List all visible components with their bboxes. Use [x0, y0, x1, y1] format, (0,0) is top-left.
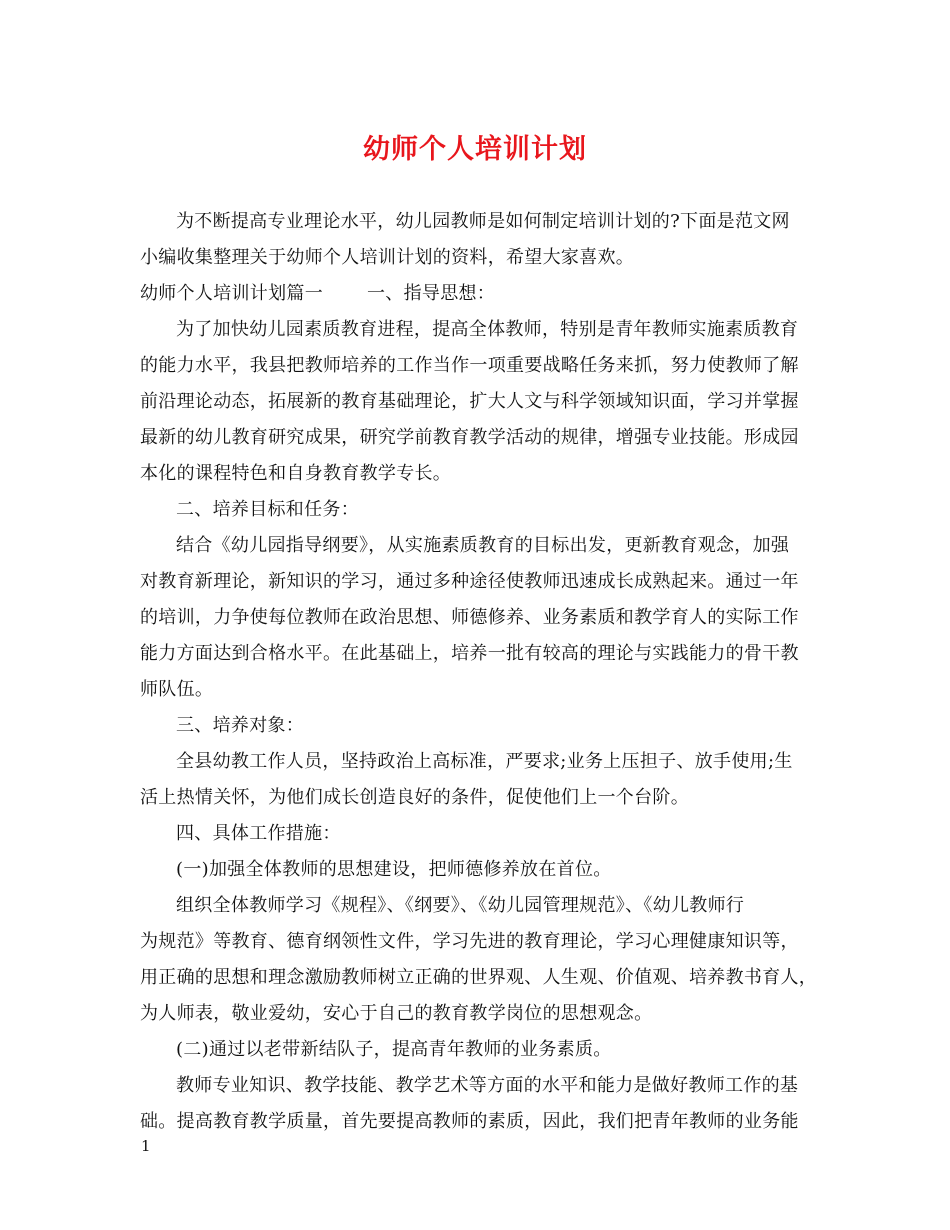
body-line-text: 最新的幼儿教育研究成果，研究学前教育教学活动的规律，增强专业技能。形成园: [140, 427, 799, 448]
body-line: [140, 600, 830, 636]
body-line-text: 组织全体教师学习《规程》、《纲要》、《幼儿园管理规范》、《幼儿教师行: [176, 895, 745, 916]
body-line-text: 本化的课程特色和自身教育教学专长。: [140, 463, 452, 484]
body-line: [140, 1068, 830, 1104]
body-line: [140, 312, 830, 348]
document-body: [140, 204, 830, 1140]
body-line-text: 为不断提高专业理论水平，幼儿园教师是如何制定培训计划的?下面是范文网: [176, 211, 790, 232]
body-line: [140, 960, 830, 996]
body-line-text: 活上热情关怀，为他们成长创造良好的条件，促使他们上一个台阶。: [140, 787, 689, 808]
body-line-text: (二)通过以老带新结队子，提高青年教师的业务素质。: [176, 1039, 612, 1060]
body-line-text: 结合《幼儿园指导纲要》，从实施素质教育的目标出发，更新教育观念，加强: [176, 535, 790, 556]
body-line: [140, 852, 830, 888]
body-line: [140, 1104, 830, 1140]
body-line: [140, 1032, 830, 1068]
body-line: [140, 204, 830, 240]
document-title: 幼师个人培训计划: [363, 134, 587, 165]
body-line-text: 础。提高教育教学质量，首先要提高教师的素质，因此，我们把青年教师的业务能: [140, 1111, 799, 1132]
body-line: [140, 996, 830, 1032]
body-line-text: 四、具体工作措施：: [176, 823, 341, 844]
body-line: [140, 708, 830, 744]
body-line-text: 的能力水平，我县把教师培养的工作当作一项重要战略任务来抓，努力使教师了解: [140, 355, 799, 376]
body-line: [140, 672, 830, 708]
body-line-text: 为人师表，敬业爱幼，安心于自己的教育教学岗位的思想观念。: [140, 1003, 653, 1024]
body-line-text: 为规范》等教育、德育纲领性文件，学习先进的教育理论，学习心理健康知识等，: [140, 931, 799, 952]
body-line-text: 二、培养目标和任务：: [176, 499, 359, 520]
body-line: [140, 816, 830, 852]
body-line-text: 对教育新理论，新知识的学习，通过多种途径使教师迅速成长成熟起来。通过一年: [140, 571, 799, 592]
body-line-text: 用正确的思想和理念激励教师树立正确的世界观、人生观、价值观、培养教书育人，: [140, 967, 818, 988]
body-line-text: 教师专业知识、教学技能、教学艺术等方面的水平和能力是做好教师工作的基: [176, 1075, 799, 1096]
body-line-text: 师队伍。: [140, 679, 214, 700]
body-line-text: 能力方面达到合格水平。在此基础上，培养一批有较高的理论与实践能力的骨干教: [140, 643, 799, 664]
body-line: [140, 240, 830, 276]
body-line: [140, 420, 830, 456]
body-line-text: 全县幼教工作人员，坚持政治上高标准，严要求;业务上压担子、放手使用;生: [176, 751, 793, 772]
body-line: [140, 492, 830, 528]
body-line-text: 为了加快幼儿园素质教育进程，提高全体教师，特别是青年教师实施素质教育: [176, 319, 799, 340]
body-line: [140, 348, 830, 384]
body-line-text: 的培训，力争使每位教师在政治思想、师德修养、业务素质和教学育人的实际工作: [140, 607, 799, 628]
body-line: [140, 276, 830, 312]
body-line-text: 幼师个人培训计划篇一: [140, 283, 323, 304]
body-line-text: (一)加强全体教师的思想建设，把师德修养放在首位。: [176, 859, 612, 880]
body-line: [140, 888, 830, 924]
section-heading-inline: 一、指导思想：: [367, 283, 496, 304]
body-line: [140, 384, 830, 420]
body-line: [140, 456, 830, 492]
body-line: [140, 780, 830, 816]
body-line-text: 三、培养对象：: [176, 715, 305, 736]
body-line-text: 小编收集整理关于幼师个人培训计划的资料，希望大家喜欢。: [140, 247, 635, 268]
body-line: [140, 636, 830, 672]
body-line: [140, 924, 830, 960]
body-line: [140, 744, 830, 780]
body-line-text: 前沿理论动态，拓展新的教育基础理论，扩大人文与科学领域知识面，学习并掌握: [140, 391, 799, 412]
body-line: [140, 528, 830, 564]
page-number: 1: [141, 1137, 151, 1155]
body-line: [140, 564, 830, 600]
